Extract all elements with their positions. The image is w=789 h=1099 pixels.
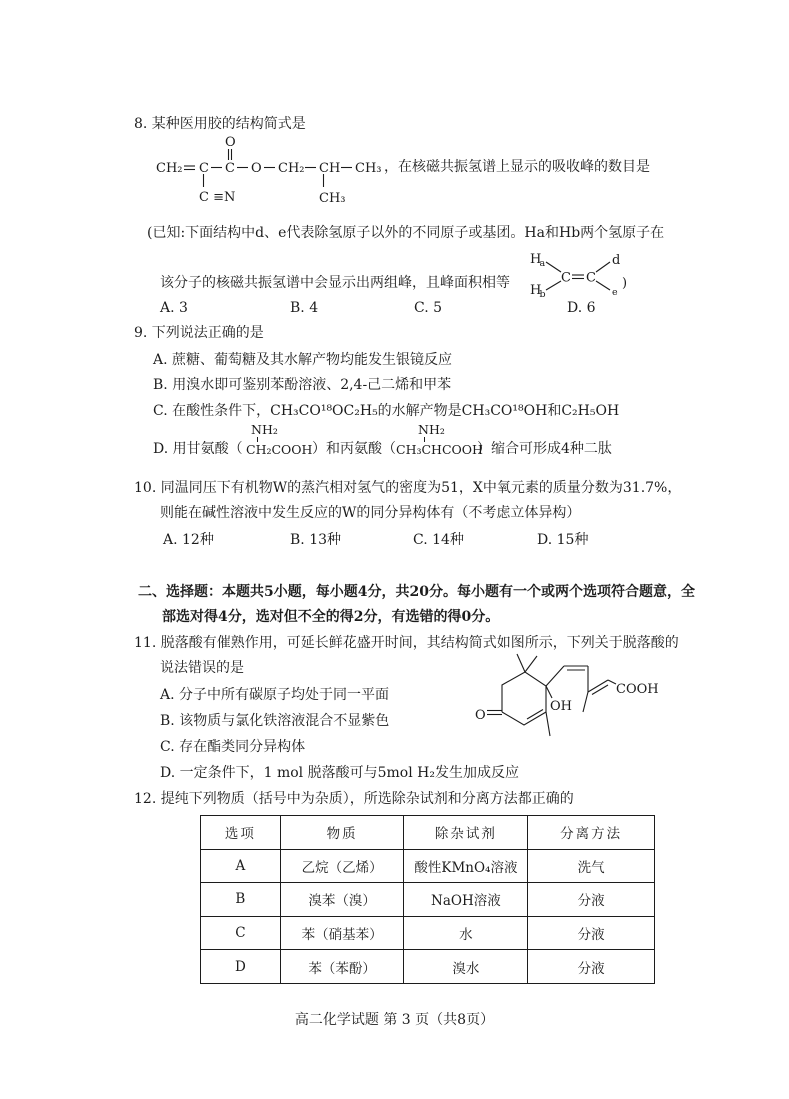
cell-substance: 溴苯（溴）	[280, 883, 404, 917]
formula-ch2-mid: CH₂	[278, 161, 305, 176]
cell-option: A	[201, 849, 281, 883]
section2-heading-line1: 二、选择题：本题共5小题，每小题4分，共20分。每小题有一个或两个选项符合题意，全	[138, 584, 695, 600]
header-substance: 物质	[280, 816, 404, 850]
cell-reagent: 溴水	[404, 950, 528, 984]
q8-stem: 8. 某种医用胶的结构简式是	[134, 116, 306, 132]
cell-substance: 苯（苯酚）	[280, 950, 404, 984]
group-e: e	[612, 287, 618, 298]
single-bond	[596, 281, 610, 290]
q10-option-b: B. 13种	[290, 532, 342, 548]
formula-ch3-end: CH₃	[355, 161, 382, 176]
cell-option: C	[201, 916, 281, 950]
header-option: 选项	[201, 816, 281, 850]
single-bond	[546, 281, 561, 290]
q9-option-b: B. 用溴水即可鉴别苯酚溶液、2,4-己二烯和甲苯	[153, 377, 452, 393]
q10-option-c: C. 14种	[413, 532, 464, 548]
table-row	[201, 849, 655, 883]
q8-option-a: A. 3	[160, 300, 188, 316]
hydrogen-b: H	[530, 283, 542, 298]
q9-option-d-tail: ）缩合可形成4种二肽	[477, 441, 612, 457]
note-close-paren: )	[622, 276, 628, 291]
methyl-bond	[517, 654, 525, 672]
q8-note-line1: (已知:下面结构中d、e代表除氢原子以外的不同原子或基团。Ha和Hb两个氢原子在	[147, 225, 665, 241]
hydrogen-b-label: b	[539, 289, 546, 300]
header-reagent: 除杂试剂	[404, 816, 528, 850]
cell-method: 分液	[528, 883, 655, 917]
cell-method: 分液	[528, 916, 655, 950]
cell-substance: 苯（硝基苯）	[280, 916, 404, 950]
ketone-oxygen: O	[475, 708, 486, 723]
side-chain-double-bond	[592, 685, 608, 695]
page-footer: 高二化学试题 第 3 页（共8页）	[294, 1012, 495, 1028]
hydrogen-a-label: a	[539, 258, 546, 269]
cell-method: 洗气	[528, 849, 655, 883]
q11-line2: 说法错误的是	[160, 660, 244, 676]
carbon-right: C	[586, 270, 596, 286]
formula-cyano: C ≡N	[199, 190, 236, 205]
hydroxyl-label: OH	[550, 699, 572, 714]
alanine-amino-group: NH₂	[418, 422, 445, 437]
carbon-left: C	[561, 270, 571, 286]
cell-option: B	[201, 883, 281, 917]
hydrogen-a: H	[530, 252, 542, 267]
group-d: d	[612, 253, 621, 268]
q10-option-d: D. 15种	[537, 532, 589, 548]
table-row	[201, 916, 655, 950]
cell-reagent: 酸性KMnO₄溶液	[404, 849, 528, 883]
q10-line1: 10. 同温同压下有机物W的蒸汽相对氢气的密度为51，X中氧元素的质量分数为31.7%，	[134, 480, 682, 496]
q11-option-b: B. 该物质与氯化铁溶液混合不显紫色	[160, 713, 390, 729]
formula-o-ester: O	[251, 161, 262, 176]
cell-reagent: NaOH溶液	[404, 883, 528, 917]
side-chain-bond	[608, 680, 616, 684]
q8-structural-formula	[150, 128, 386, 208]
q9-option-d-middle: ）和丙氨酸（	[312, 441, 396, 457]
abscisic-acid-structure	[470, 648, 665, 750]
side-chain-double-bond	[588, 680, 608, 692]
formula-ch3-branch: CH₃	[319, 191, 346, 206]
q9-option-a: A. 蔗糖、葡萄糖及其水解产物均能发生银镜反应	[153, 352, 453, 368]
alanine-chain: CH₃CHCOOH	[396, 442, 483, 457]
q8-note-line2: 该分子的核磁共振氢谱中会显示出两组峰，且峰面积相等	[160, 275, 510, 291]
methyl-bond	[546, 712, 550, 736]
ring-double-bond	[527, 710, 543, 720]
formula-ch: CH	[319, 161, 341, 176]
carboxyl-label: COOH	[616, 682, 659, 697]
formula-ch2-left: CH₂	[156, 161, 183, 176]
cell-option: D	[201, 950, 281, 984]
table-header-row	[201, 816, 655, 850]
methyl-bond	[525, 656, 537, 672]
q11-line1: 11. 脱落酸有催熟作用，可延长鲜花盛开时间，其结构简式如图所示，下列关于脱落酸的	[134, 635, 679, 651]
section2-heading-line2: 部选对得4分，选对但不全的得2分，有选错的得0分。	[162, 609, 500, 625]
formula-c-carbonyl: C	[225, 161, 235, 176]
q8-note-structure	[525, 250, 635, 300]
q8-option-d: D. 6	[567, 300, 596, 316]
glycine-amino-group: NH₂	[251, 422, 278, 437]
q10-option-a: A. 12种	[163, 532, 214, 548]
table-row	[201, 950, 655, 984]
q11-option-c: C. 存在酯类同分异构体	[160, 739, 306, 755]
side-chain-bond	[546, 666, 564, 686]
q11-option-d: D. 一定条件下，1 mol 脱落酸可与5mol H₂发生加成反应	[160, 765, 519, 781]
methyl-bond	[583, 692, 588, 712]
single-bond	[596, 262, 610, 272]
cell-reagent: 水	[404, 916, 528, 950]
hydroxyl-bond	[546, 686, 552, 698]
q8-stem-tail: ，在核磁共振氢谱上显示的吸收峰的数目是	[384, 159, 650, 175]
q8-option-c: C. 5	[414, 300, 443, 316]
formula-o-carbonyl: O	[225, 135, 236, 150]
q9-stem: 9. 下列说法正确的是	[134, 325, 264, 341]
q11-option-a: A. 分子中所有碳原子均处于同一平面	[160, 687, 390, 703]
q12-stem: 12. 提纯下列物质（括号中为杂质），所选除杂试剂和分离方法都正确的	[134, 791, 574, 807]
glycine-chain: CH₂COOH	[246, 442, 313, 457]
q9-option-c: C. 在酸性条件下，CH₃CO¹⁸OC₂H₅的水解产物是CH₃CO¹⁸OH和C₂H₅OH	[153, 403, 620, 419]
formula-c-alpha: C	[199, 161, 209, 176]
cell-substance: 乙烷（乙烯）	[280, 849, 404, 883]
ring	[502, 672, 546, 725]
purification-table	[200, 815, 655, 984]
single-bond	[546, 262, 561, 272]
header-method: 分离方法	[528, 816, 655, 850]
q10-line2: 则能在碱性溶液中发生反应的W的同分异构体有（不考虑立体异构）	[160, 505, 581, 521]
q9-option-d-lead: D. 用甘氨酸（	[153, 441, 243, 457]
q8-option-b: B. 4	[290, 300, 319, 316]
table-row	[201, 883, 655, 917]
cell-method: 分液	[528, 950, 655, 984]
